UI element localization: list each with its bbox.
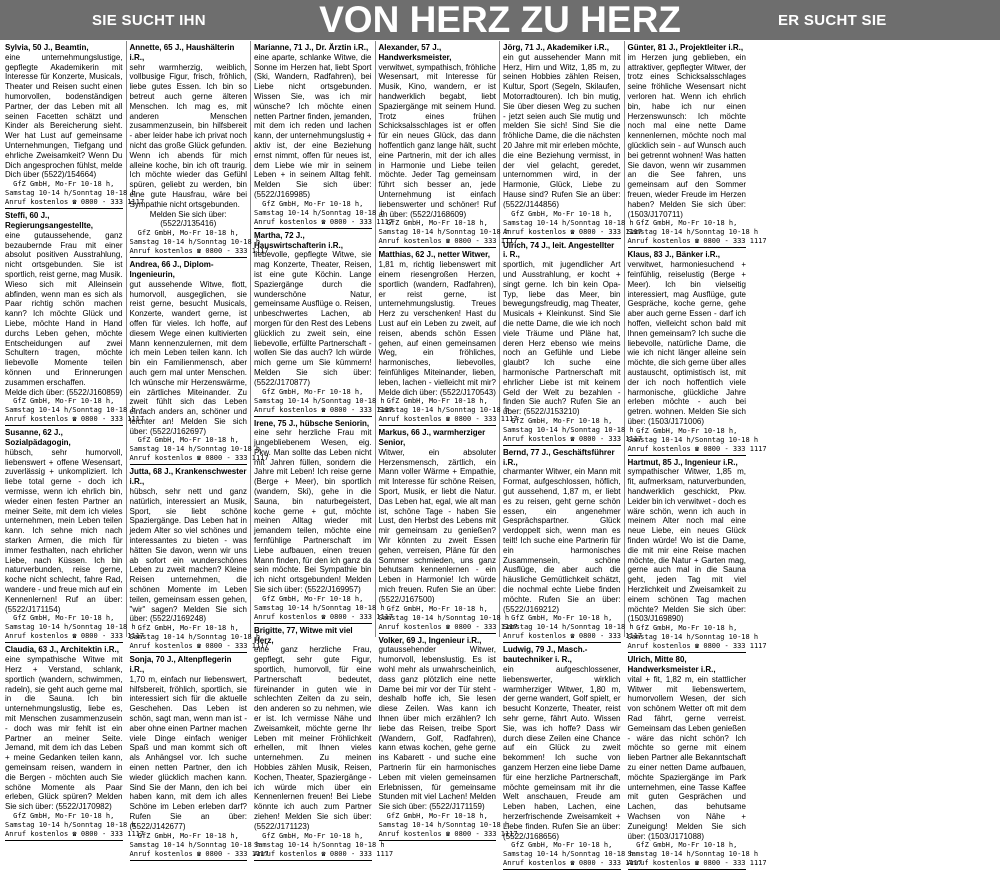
ad-contact (5, 397, 145, 424)
contact-line: GfZ GmbH, Mo-Fr 10-18 h, (636, 841, 738, 850)
phone-icon: ☎ (566, 632, 579, 641)
ad-headline: Susanne, 62 J., Sozialpädagogin, (5, 428, 71, 448)
contact-phone-line (627, 444, 767, 454)
phone-icon: ☎ (690, 859, 704, 868)
ad-column (500, 41, 643, 868)
personal-ad (254, 230, 394, 417)
phone-number[interactable]: 0800 - 333 1117 (703, 859, 767, 868)
ad-body: eine unternehmungslustige, gepflegte Akademikerin mit Interesse für Konzerte, Musicals, Theater und Reisen sucht einen humorvollen, bodenständigen Partner, der das Leben mit all seinen Facetten schätzt und Kinder als Bereicherung sieht. Wer hat Lust auf gemeinsame Unternehmungen, Tiefgang und ehrliche Zweisamkeit? Wenn Du Dich angesprochen fühlst, melde Dich über (5522)/154664) (5, 52, 123, 180)
contact-line: GfZ GmbH, Mo-Fr 10-18 h, (137, 436, 239, 445)
ad-headline: Irene, 75 J., hübsche Seniorin, (254, 418, 370, 428)
ad-column (376, 41, 518, 838)
contact-free-call-label: Anruf kostenlos (254, 849, 318, 858)
contact-line: Samstag 10-14 h/Sonntag 10-18 h (503, 623, 634, 632)
ad-reference: Melden Sie sich über: (5522/J135416) (149, 209, 227, 229)
contact-phone-line (503, 632, 643, 641)
ad-headline: Klaus, 83 J., Bänker i.R., (627, 250, 720, 260)
contact-free-call-label: Anruf kostenlos (129, 247, 193, 256)
personal-ad (627, 457, 767, 654)
contact-line: Samstag 10-14 h/Sonntag 10-18 h (503, 850, 634, 859)
contact-line: Samstag 10-14 h/Sonntag 10-18 h (627, 633, 759, 642)
ad-body: hübsch, sehr humorvoll, liebenswert + offene Wesensart, zuverlässig + unkompliziert. Ich liebe total gerne - doch ich vermisse, wenn ich ehrlich bin, wieder einen festen Partner an meiner Seite, mit dem ich vieles unternehmen, mein Leben teilen kann. Ich sehne mich nach starken Armen, die mich für immer festhalten, nach ehrlicher Liebe, nach Küssen. Ich bin naturverbunden, reise gerne, koche nicht schlecht, fahre Rad, wandere - und freue mich auf ein Kennenlernen! Ruf an über: (5522/J171154) (5, 447, 123, 614)
contact-line: Samstag 10-14 h/Sonntag 10-18 h (378, 228, 510, 237)
phone-icon: ☎ (441, 415, 455, 424)
contact-line: GfZ GmbH, Mo-Fr 10-18 h, (636, 219, 738, 228)
ad-body: 1,81 m, richtig liebenswert mit einem riesengroßen Herzen, sportlich (wandern, Radfahren), er reist gerne, ist unternehmungslustig. Treues Herz zu verschenken! Hast du Lust auf ein Leben zu zweit, auf reisen, abends schön Essen gehen, auf einen gemeinsamen Weg, ein fröhliches, harmonisches, liebevolles, feinfühliges Miteinander, lieben, leben, lachen - vielleicht mit mir? Melde dich über: (5522/J170543) (378, 260, 496, 397)
ad-headline: Martha, 72 J., Hauswirtschafterin i.R., (254, 230, 343, 250)
ad-contact (503, 841, 643, 868)
phone-icon: ☎ (317, 217, 330, 226)
contact-free-call-label: Anruf kostenlos (627, 237, 691, 246)
personal-ad (378, 43, 518, 248)
phone-number[interactable]: 0800 - 333 1117 (329, 612, 394, 621)
contact-line: Samstag 10-14 h/Sonntag 10-18 h (378, 820, 510, 829)
phone-icon: ☎ (317, 612, 330, 621)
personal-ad (627, 250, 767, 455)
phone-number[interactable]: 0800 - 333 1117 (578, 434, 643, 443)
phone-number[interactable]: 0800 - 333 1117 (454, 415, 518, 424)
phone-icon: ☎ (441, 237, 455, 246)
phone-icon: ☎ (68, 198, 81, 207)
contact-free-call-label: Anruf kostenlos (254, 405, 318, 414)
ad-body: eine gutaussehende, ganz bezaubernde Frau mit einer absolut positiven Ausstrahlung, nicht ortsgebunden. Sie ist sportlich, reist gerne, mag Musik. Wieso sich mit Alleinsein abfinden, wenn man es sich als Paar richtig schön machen kann? Ich möchte Glück und Liebe, möchte Hand in Hand durchs Leben gehen, möchte Entscheidungen auf zwei Schultern tragen, möchte liebevolle Momente teilen können und Erinnerungen zusammen erschaffen. (5, 230, 123, 387)
contact-line: Samstag 10-14 h/Sonntag 10-18 h (5, 820, 136, 829)
contact-free-call-label: Anruf kostenlos (503, 434, 567, 443)
contact-phone-line (254, 612, 394, 622)
contact-phone-line (254, 217, 394, 227)
contact-line: Samstag 10-14 h/Sonntag 10-18 h (254, 396, 385, 405)
contact-free-call-label: Anruf kostenlos (378, 622, 442, 631)
ad-columns (2, 41, 998, 868)
phone-number[interactable]: 0800 - 333 1117 (205, 642, 269, 651)
ad-headline: Hartmut, 85 J., Ingenieur i.R., (627, 457, 738, 467)
personal-ad (254, 625, 394, 861)
contact-phone-line (254, 405, 394, 415)
ad-contact (627, 219, 767, 246)
ad-body: gut aussehende Witwe, flott, humorvoll, ausgeglichen, sie reist gerne, besucht Musicals, Konzerte, wandert gerne, ist offen für vieles. Ich hoffe, auf diesem Wege einen kultivierten Mann kennenzulernen, mit dem ich mein Leben teilen kann. Ich bin ein Familienmensch, aber auch gern mal unter Menschen. Ich wünsche mir Herzenswärme, ein zärtliches Miteinander. Zu zweit fühlt sich das Leben einfach anders an, schöner und leichter an! Melden Sie sich über: (5522/J162697) (129, 279, 247, 436)
ad-body: vital + fit, 1,82 m, ein stattlicher Witwer mit liebenswertem, humorvollem Wesen, der sich von schönem Wetter oft mit dem Rad fährt, gerne verreist. Gemeinsam das Leben genießen - wäre das nicht schön? Ich möchte so gerne mit einem lieben Partner alle Bekanntschaft zu einer netten Dame aufbauen, möchte Spaziergänge im Park unternehmen, eine Tasse Kaffee mit guten Gesprächen und Lachen, das behutsame Wachsen von Nähe + Zuneigung! Melden Sie sich über: (1503/J171088) (627, 674, 746, 841)
phone-icon: ☎ (690, 444, 704, 453)
contact-line: GfZ GmbH, Mo-Fr 10-18 h, (13, 811, 115, 820)
phone-number[interactable]: 0800 - 333 1117 (329, 849, 394, 858)
ad-contact (503, 416, 643, 444)
ad-headline: Ulrich, Mitte 80, Handwerksmeister i.R., (627, 655, 716, 675)
contact-line: GfZ GmbH, Mo-Fr 10-18 h, (262, 199, 364, 208)
phone-number[interactable]: 0800 - 333 1117 (703, 444, 767, 453)
contact-line: Samstag 10-14 h/Sonntag 10-18 h (254, 603, 385, 612)
ad-column (2, 41, 145, 838)
contact-phone-line (503, 434, 643, 444)
contact-line: Samstag 10-14 h/Sonntag 10-18 h (129, 238, 261, 247)
ad-body: gutaussehender Witwer, humorvoll, lebenslustig. Es ist wohl mehr als unwahrscheinlich, dass ganz plötzlich eine nette Dame bei mir vor der Tür steht - deshalb hoffe ich, Sie lesen diese Zeilen. Was kann ich Ihnen über mich erzählen? Ich liebe das Reisen, treibe Sport (Wandern, Golf, Radfahren), kann etwas kochen, gehe gerne ins Kabarett - und suche eine Partnerin für ein harmonisches Leben mit vielen gemeinsamen Erlebnissen, für gemeinsame Stunden mit viel Lachen! Melden Sie sich über: (5522/J171159) (378, 645, 496, 812)
ad-contact (627, 624, 767, 651)
personal-ad (503, 43, 643, 239)
ad-headline: Sylvia, 50 J., Beamtin, (5, 43, 89, 52)
ad-headline: Annette, 65 J., Haushälterin i.R., (129, 43, 235, 62)
ad-body: eine ganz herzliche Frau, gepflegt, sehr gute Figur, sportlich, humorvoll, für eine Partnerschaft bedeutet, füreinander in guten wie in schlechten Zeiten da zu sein, den anderen so zu nehmen, wie er ist. Ich vermisse Nähe und Zweisamkeit, möchte gerne Ihr Leben mit meiner Fröhlichkeit erhellen, mit Ihnen vieles unternehmen. Zu meinen Hobbies zählen Musik, Reisen, Kochen, Theater, Spaziergänge - ich würde mich über ein Kennenlernen freuen! Bei Liebe könnte ich auch zum Partner ziehen! Melden Sie sich über: (5522/J171123) (254, 645, 372, 831)
ad-headline: Brigitte, 77, Witwe mit viel Herz, (254, 625, 353, 645)
phone-number[interactable]: 0800 - 333 1117 (205, 454, 269, 463)
ad-column (251, 41, 394, 858)
contact-phone-line (5, 829, 145, 839)
contact-phone-line (129, 849, 269, 859)
contact-free-call-label: Anruf kostenlos (503, 632, 567, 641)
contact-line: Samstag 10-14 h/Sonntag 10-18 h (503, 218, 634, 227)
ad-contact (129, 436, 269, 463)
contact-line: GfZ GmbH, Mo-Fr 10-18 h, (386, 397, 488, 406)
personal-ad (129, 43, 269, 258)
phone-icon: ☎ (566, 227, 579, 236)
contact-phone-line (627, 642, 767, 651)
ad-headline: Matthias, 62 J., netter Witwer, (378, 250, 491, 260)
ad-headline: Volker, 69 J., Ingenieur i.R., (378, 635, 482, 645)
contact-free-call-label: Anruf kostenlos (5, 415, 69, 424)
ad-body: ein gut aussehender Mann mit Herz, Hirn und Witz, 1,85 m, zu seinen Hobbies zählen Reisen, Kultur, Sport (Segeln, Skilaufen, Motorradtouren). Ich bin mutig, Sie über diesen Weg zu suchen - jetzt seien auch Sie mutig und melden Sie sich! Sind Sie die fröhliche Dame, die die nächsten 20 Jahre mit mir erleben möchte, die eine Beziehung vermisst, in der viel gelacht, geredet, unternommen wird, in der Harmonie, Glück, Liebe zu Hause sind? Rufen Sie an über: (5522/J144856) (503, 52, 621, 209)
contact-free-call-label: Anruf kostenlos (5, 632, 69, 641)
contact-line: GfZ GmbH, Mo-Fr 10-18 h, (511, 841, 613, 850)
contact-line: Samstag 10-14 h/Sonntag 10-18 h (5, 406, 136, 415)
personal-ad (5, 43, 145, 209)
contact-line: Samstag 10-14 h/Sonntag 10-18 h (378, 406, 510, 415)
contact-line: Samstag 10-14 h/Sonntag 10-18 h (378, 613, 510, 622)
contact-phone-line (129, 642, 269, 651)
contact-free-call-label: Anruf kostenlos (378, 415, 442, 424)
ad-contact (254, 594, 394, 622)
phone-number[interactable]: 0800 - 333 1117 (703, 642, 767, 651)
personal-ad (503, 645, 643, 870)
ad-contact (378, 397, 518, 424)
contact-phone-line (627, 859, 767, 868)
ad-reference: Melde dich über: (5522/J160859) (5, 387, 123, 397)
ad-body: im Herzen jung geblieben, ein attraktiver, gepflegter Witwer, der trotz eines Schicksalsschlages seine fröhliche Wesensart nicht verloren hat. Wenn ich ehrlich bin, habe ich nur einen Herzenswunsch: Ich möchte noch mal eine nette Dame kennenlernen, möchte noch mal glücklich sein - auf Wunsch auch bei getrennt wohnen! Was hatten Sie davon, wenn wir zusammen an die See fahren, uns gemeinsam auf den Sommer freuen, wieder Freude im Herzen haben? Melden Sie sich über: (1503/J170711) (627, 52, 746, 219)
ad-headline: Günter, 81 J., Projektleiter i.R., (627, 43, 744, 52)
contact-free-call-label: Anruf kostenlos (503, 227, 567, 236)
contact-line: GfZ GmbH, Mo-Fr 10-18 h, (386, 604, 488, 613)
contact-phone-line (503, 227, 643, 237)
ad-body: sportlich, mit jugendlicher Art und Ausstrahlung, er kocht + singt gerne. Ich bin kein Opa-Typ, liebe das Meer, bin bewegungsfreudig, mag Theater, Musicals + Kleinkunst. Sind Sie die nette Dame, die wie ich noch viele Träume und Pläne hat, deren Herz ebenso wie meins noch an Gefühle und Liebe glaubt? Ich suche eine harmonische Partnerschaft mit ehrlicher Liebe ist mit keinem Geld der Welt zu bezahlen - finden Sie auch? Rufen Sie an über: (5522/J153210) (503, 260, 621, 417)
phone-number[interactable]: 0800 - 333 1117 (80, 829, 145, 838)
ad-contact (627, 841, 767, 868)
phone-number[interactable]: 0800 - 333 1117 (80, 632, 145, 641)
contact-line: GfZ GmbH, Mo-Fr 10-18 h, (137, 624, 239, 633)
section-title: VON HERZ ZU HERZ (319, 0, 681, 40)
contact-line: GfZ GmbH, Mo-Fr 10-18 h, (511, 209, 613, 218)
contact-phone-line (5, 415, 145, 424)
phone-number[interactable]: 0800 - 333 1117 (578, 859, 643, 868)
ad-body: eine sehr herzliche Frau mit jungebliebenem Wesen, eig. Pkw. Man sollte das Leben nicht mit Jahren füllen, sondern die Jahre mit Leben! Ich reise gerne (Berge + Meer), bin sportlich (wandern, Ski), gehe in die Sauna, bin naturbegeistert, koche gerne + gut, möchte meinen Alltag wieder mit jemandem teilen, möchte eine fernfühlige Partnerschaft im Liebe aufbauen, einen treuen Mann finden, für den ich ganz da sein möchte. Bei Sympathie bin ich nicht ortsgebunden! Melden Sie sich über: (5522/J169957) (254, 428, 372, 595)
contact-free-call-label: Anruf kostenlos (254, 612, 318, 621)
phone-icon: ☎ (192, 642, 206, 651)
header-left-label: SIE SUCHT IHN (92, 12, 206, 29)
contact-free-call-label: Anruf kostenlos (129, 454, 193, 463)
personal-ad (503, 447, 643, 644)
phone-icon: ☎ (192, 247, 206, 256)
personal-ad (503, 240, 643, 446)
contact-line: Samstag 10-14 h/Sonntag 10-18 h (627, 850, 759, 859)
contact-line: GfZ GmbH, Mo-Fr 10-18 h, (262, 831, 364, 840)
personal-ad (129, 467, 269, 653)
contact-line: Samstag 10-14 h/Sonntag 10-18 h (129, 633, 261, 642)
contact-phone-line (254, 849, 394, 859)
phone-number[interactable]: 0800 - 333 1117 (80, 198, 145, 207)
phone-number[interactable]: 0800 - 333 1117 (454, 237, 518, 246)
contact-free-call-label: Anruf kostenlos (129, 642, 193, 651)
contact-phone-line (378, 829, 518, 839)
personal-ad (378, 250, 518, 426)
phone-number[interactable]: 0800 - 333 1117 (205, 247, 269, 256)
contact-line: Samstag 10-14 h/Sonntag 10-18 h (627, 228, 759, 237)
contact-line: Samstag 10-14 h/Sonntag 10-18 h (627, 435, 759, 444)
ad-headline: Jörg, 71 J., Akademiker i.R., (503, 43, 609, 52)
contact-line: Samstag 10-14 h/Sonntag 10-18 h (5, 623, 136, 632)
contact-line: GfZ GmbH, Mo-Fr 10-18 h, (511, 614, 613, 623)
phone-icon: ☎ (68, 415, 81, 424)
contact-phone-line (5, 632, 145, 641)
contact-phone-line (129, 454, 269, 463)
ad-body: liebevolle, gepflegte Witwe, sie mag Konzerte, Theater, Reisen, ist eine gute Köchin. Lange Spaziergänge durch die wunderschöne Natur, gemeinsame Ausflüge o. Reisen, unbeschwertes Lachen, ab morgen für den Rest des Lebens glücklich zu zweit sein, eine liebevolle, erfüllte Partnerschaft - wollen Sie das auch? Ich würde mich gerne um Sie kümmern! Melden Sie sich über: (5522/J170877) (254, 250, 372, 387)
contact-line: GfZ GmbH, Mo-Fr 10-18 h, (386, 811, 488, 820)
phone-number[interactable]: 0800 - 333 1117 (578, 632, 643, 641)
contact-phone-line (378, 237, 518, 246)
personal-ad (254, 418, 394, 624)
phone-number[interactable]: 0800 - 333 1117 (80, 415, 145, 424)
phone-number[interactable]: 0800 - 333 1117 (329, 217, 394, 226)
contact-free-call-label: Anruf kostenlos (627, 444, 691, 453)
ad-contact (378, 604, 518, 632)
contact-free-call-label: Anruf kostenlos (129, 849, 193, 858)
contact-free-call-label: Anruf kostenlos (378, 237, 442, 246)
contact-line: GfZ GmbH, Mo-Fr 10-18 h, (13, 180, 115, 189)
ad-contact (5, 811, 145, 839)
phone-icon: ☎ (317, 405, 330, 414)
personal-ad (378, 428, 518, 633)
ad-headline: Alexander, 57 J., Handwerksmeister, (378, 43, 452, 62)
contact-free-call-label: Anruf kostenlos (503, 859, 567, 868)
phone-icon: ☎ (192, 849, 206, 858)
ad-column (625, 41, 767, 868)
contact-line: GfZ GmbH, Mo-Fr 10-18 h, (386, 219, 488, 228)
personal-ad (627, 43, 767, 248)
contact-line: Samstag 10-14 h/Sonntag 10-18 h (129, 840, 261, 849)
phone-icon: ☎ (690, 237, 704, 246)
contact-free-call-label: Anruf kostenlos (627, 642, 691, 651)
phone-number[interactable]: 0800 - 333 1117 (703, 237, 767, 246)
ad-contact (129, 229, 269, 256)
ad-headline: Sonja, 70 J., Altenpflegerin i.R., (129, 655, 232, 675)
ad-contact (5, 614, 145, 641)
ad-body: hübsch, sehr nett und ganz natürlich, interessiert an Musik, Sport, sie liebt schöne Spaziergänge. Das Leben hat in jedem Alter so viel schönes und interessantes zu bieten - was hätten Sie davon, wenn wir uns ab sofort ein wunderschönes Leben zu zweit machen? Kleine Reisen unternehmen, die schönen Momente im Leben teilen, gemeinsam essen gehen, "wir" sagen? Melden Sie sich über: (5522/J169248) (129, 487, 247, 624)
ad-headline: Jutta, 68 J., Krankenschwester i.R., (129, 467, 247, 487)
ad-headline: Ludwig, 79 J., Masch.-bautechniker i. R., (503, 645, 588, 665)
personal-ad (129, 260, 269, 465)
ad-body: sehr warmherzig, weiblich, vollbusige Figur, frisch, fröhlich, liebe gutes Essen. Ich bin so betreut auch gerne älteren Menschen. Ich mag es, mit anderen Menschen zusammenzusein, bin hilfsbereit - aber leider habe ich privat noch nicht das große Glück gefunden. Wenn ich abends für mich alleine koche, bin ich oft traurig. Ich möchte wieder das Gefühl spüren, geliebt zu werden, bin eine gute Hausfrau, wäre bei Sympathie nicht ortsgebunden. (129, 62, 247, 209)
contact-line: Samstag 10-14 h/Sonntag 10-18 h (254, 840, 385, 849)
personal-ad (627, 655, 767, 870)
contact-phone-line (129, 247, 269, 256)
ad-contact (129, 831, 269, 859)
phone-icon: ☎ (68, 829, 81, 838)
contact-line: GfZ GmbH, Mo-Fr 10-18 h, (262, 387, 364, 396)
contact-line: Samstag 10-14 h/Sonntag 10-18 h (129, 445, 261, 454)
ad-body: ein aufgeschlossener, liebenswerter, wirklich warmherziger Witwer, 1,80 m, der gerne wandert, Golf spielt, er besucht Konzerte, Theater, reist sehr gerne, fährt Auto. Wissen Sie, was ich hoffe? Dass wir durch diese Zeilen eine Chance auf ein Glück zu zweit bekommen! Ich suche von ganzem Herzen eine liebe Dame für eine herzliche Partnerschaft, möchte gemeinsam mit ihr die Welt anschauen, Freude am Leben haben, Lachen, eine herzerfrischende Zweisamkeit + Liebe finden. Rufen Sie an über: (5522/J168656) (503, 665, 621, 841)
ad-contact (254, 387, 394, 415)
ad-body: sympathischer Witwer, 1,85 m, fit, aufmerksam, naturverbunden, handwerklich geschickt, Pkw. Leider bin ich verwitwet - doch es wäre schön, wenn ich auch in meinem Alter noch mal eine neue Liebe, ein neues Glück finden würde! Wo ist die Dame, die mit mir eine Reise machen möchte, die Natur + Garten mag, gerne auch mal in die Sauna geht, jeden Tag mit viel Herzlichkeit und Zweisamkeit zu einem schönen Tag machen möchte? Melden Sie sich über: (1503/J169890) (627, 467, 746, 624)
contact-line: GfZ GmbH, Mo-Fr 10-18 h, (137, 831, 239, 840)
contact-line: GfZ GmbH, Mo-Fr 10-18 h, (13, 614, 115, 623)
contact-phone-line (627, 237, 767, 246)
phone-icon: ☎ (441, 829, 455, 838)
ad-body: Witwer, ein absoluter Herzensmensch, zärtlich, ein Mann voller Wärme + Empathie, mit Interesse für schöne Reisen, Sport, Musik, er liebt die Natur. Das Leben hat, egal, wie alt man ist, schöne Tage - haben Sie Lust, den Herbst des Lebens mit mir gemeinsam zu genießen? Wir könnten zu zweit Essen gehen, verreisen, Pläne für den Sommer schmieden, uns ganz behutsam kennenlernen - ein Leben in Harmonie! Ich würde mich freuen. Rufen Sie an über: (5522/J167500) (378, 447, 496, 604)
section-header (0, 0, 1000, 40)
contact-phone-line (378, 415, 518, 424)
phone-icon: ☎ (441, 622, 455, 631)
contact-free-call-label: Anruf kostenlos (627, 859, 691, 868)
contact-phone-line (5, 198, 145, 207)
ad-headline: Bernd, 77 J., Geschäftsführer i.R., (503, 447, 615, 467)
personal-ad (5, 211, 145, 426)
ad-body: charmanter Witwer, ein Mann mit Format, aufgeschlossen, höflich, gut aussehend, 1,87 m, er liebt es zu reisen, geht gerne schön essen, ein angenehmer Gesprächspartner. Glück verdoppelt sich, wenn man es teilt! Ich suche eine Partnerin für ein harmonisches Zusammensein, schöne Ausflüge, die aber auch die häusliche Gemütlichkeit schätzt, die nochmal echte Liebe finden möchte. Rufen Sie an über: (5522/J169212) (503, 467, 621, 614)
phone-icon: ☎ (566, 434, 579, 443)
ad-body: 1,70 m, einfach nur liebenswert, hilfsbereit, fröhlich, sportlich, sie interessiert sich für die aktuelle Geschehen. Das Leben ist schön, sagt man, wenn man ist - aber ohne einen Partner machen viele Dinge einfach weniger Spaß und man kommt sich oft als Anhängsel vor. Ich suche einen netten Partner, den ich wieder glücklich machen kann. Sind Sie der Mann, den ich bei haben kann, mit dem ich alles Schöne im Leben erleben darf? Rufen Sie an über: (5522/J142677) (129, 674, 247, 831)
ad-headline: Marianne, 71 J., Dr. Ärztin i.R., (254, 43, 369, 52)
phone-icon: ☎ (68, 632, 81, 641)
contact-free-call-label: Anruf kostenlos (5, 198, 69, 207)
contact-free-call-label: Anruf kostenlos (378, 829, 442, 838)
ad-body: eine sympathische Witwe mit Herz + Verstand, schlank, sportlich (wandern, schwimmen, radeln), sie geht auch gerne mal in die Sauna. Ich bin unternehmungslustig, liebe es, mit Menschen zusammenzusein - doch was mir fehlt ist ein Partner an meiner Seite. Jemand, mit dem ich das Leben + meine Gedanken teilen kann, gemeinsam reisen, wandern in die Bergen - möchten auch Sie schöne Momente als Paar erleben, Glück spüren? Melden Sie sich über: (5522/J170982) (5, 655, 123, 812)
ad-headline: Andrea, 66 J., Diplom-Ingenieurin, (129, 260, 214, 279)
ad-contact (378, 811, 518, 839)
ad-contact (503, 614, 643, 641)
phone-icon: ☎ (690, 642, 704, 651)
phone-icon: ☎ (317, 849, 330, 858)
phone-icon: ☎ (192, 454, 206, 463)
phone-number[interactable]: 0800 - 333 1117 (205, 849, 269, 858)
ad-contact (129, 624, 269, 651)
contact-line: GfZ GmbH, Mo-Fr 10-18 h, (262, 594, 364, 603)
phone-number[interactable]: 0800 - 333 1117 (578, 227, 643, 236)
ad-headline: Markus, 66 J., warmherziger Senior, (378, 428, 486, 448)
ad-body: verwitwet, sympathisch, fröhliche Wesensart, mit Interesse für Musik, Kino, wandern, er ist handwerklich begabt, liebt Spaziergänge mit seinem Hund. Trotz eines frühen Schicksalsschlages ist er offen für ein neues Glück, das dann hoffentlich ganz lange hält, sucht eine Partnerin, mit der ich alles in Harmonie und Liebe teilen möchte. Jeder Tag gemeinsam führt sich besser an, jede Unternehmung ist einfach liebenswerter und schöner! Ruf an über: (5522/J168609) (378, 62, 496, 219)
personal-ad (5, 645, 145, 841)
ad-body: verwitwet, harmoniesuchend + feinfühlig, reiselustig (Berge + Meer). Ich bin vielseitig interessiert, mag Ausflüge, gute Gespräche, koche gerne, gehe aber auch gerne Essen - darf ich hoffen, vielleicht schon bald mit Ihnen gemeinsam? Ich suche die liebevolle, natürliche Dame, die wie ich nicht länger alleine sein möchte, die sich gerne über alles austauscht, optimistisch ist, mit der ich noch hoffentlich viele harmonische, glückliche Jahre erleben möchte - auch bei getren. wohnen. Melden Sie sich über: (1503/J171006) (627, 260, 746, 426)
phone-number[interactable]: 0800 - 333 1117 (454, 622, 518, 631)
header-right-label: ER SUCHT SIE (778, 12, 887, 29)
contact-line: GfZ GmbH, Mo-Fr 10-18 h, (13, 397, 115, 406)
personal-ad (5, 428, 145, 643)
contact-line: GfZ GmbH, Mo-Fr 10-18 h, (511, 416, 613, 425)
contact-phone-line (378, 622, 518, 632)
contact-free-call-label: Anruf kostenlos (254, 217, 318, 226)
ad-headline: Ulrich, 74 J., leit. Angestellter i. R., (503, 240, 615, 260)
ad-headline: Claudia, 63 J., Architektin i.R., (5, 645, 119, 655)
ad-contact (5, 180, 145, 207)
contact-line: Samstag 10-14 h/Sonntag 10-18 h (254, 208, 385, 217)
ad-contact (254, 199, 394, 227)
ad-contact (503, 209, 643, 237)
phone-number[interactable]: 0800 - 333 1117 (329, 405, 394, 414)
ad-contact (254, 831, 394, 859)
ad-headline: Steffi, 60 J., Regierungsangestellte, (5, 211, 94, 230)
contact-phone-line (503, 859, 643, 868)
phone-number[interactable]: 0800 - 333 1117 (454, 829, 518, 838)
contact-line: Samstag 10-14 h/Sonntag 10-18 h (5, 189, 136, 198)
phone-icon: ☎ (566, 859, 579, 868)
contact-line: GfZ GmbH, Mo-Fr 10-18 h, (636, 624, 738, 633)
personal-ad (378, 635, 518, 841)
ad-body: eine aparte, schlanke Witwe, die Sonne im Herzen hat, liebt Sport (Ski, Wandern, Radfahren), bei Liebe nicht ortsgebunden. Wissen Sie, was ich mir wünsche? Ich möchte einen netten Partner finden, jemanden, mit dem ich reden und lachen kann, der unternehmungslustig + aktiv ist, der eine Beziehung ernst nimmt, offen für neues ist, dem Liebe wie mir in seinem Leben + in seinem Alltag fehlt. Melden Sie sich über: (5522/J169985) (254, 52, 372, 199)
ad-contact (627, 426, 767, 454)
contact-line: GfZ GmbH, Mo-Fr 10-18 h, (636, 426, 738, 435)
ad-contact (378, 219, 518, 246)
ad-column (127, 41, 269, 858)
personal-ad (254, 43, 394, 229)
personal-ad (129, 655, 269, 860)
contact-line: Samstag 10-14 h/Sonntag 10-18 h (503, 425, 634, 434)
contact-line: GfZ GmbH, Mo-Fr 10-18 h, (137, 229, 239, 238)
contact-free-call-label: Anruf kostenlos (5, 829, 69, 838)
